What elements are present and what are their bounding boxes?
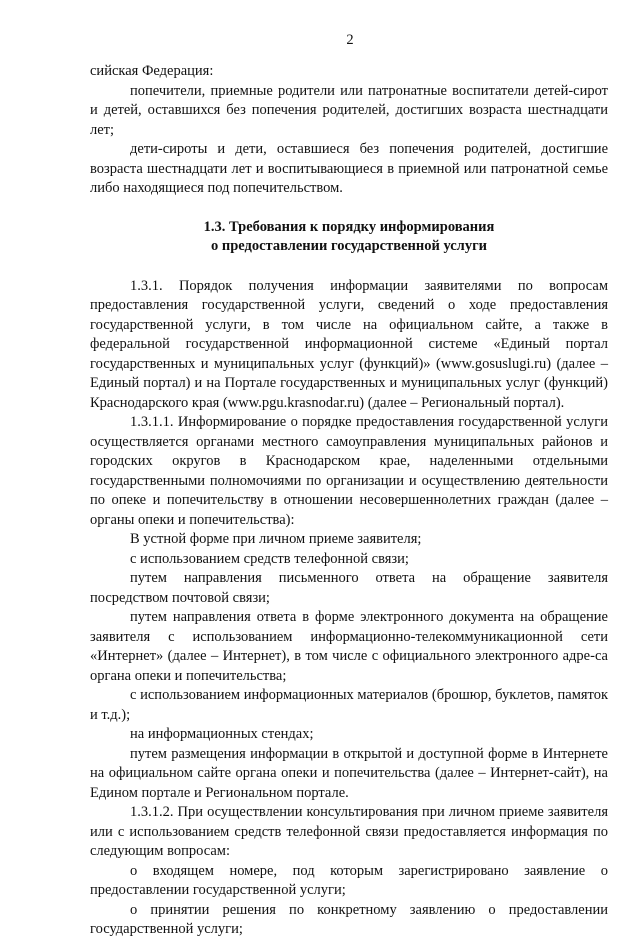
paragraph: попечители, приемные родители или патронатные воспитатели детей-сирот и детей, оставшихся без попечения родителей, достигших возраста шестнадцати лет; — [90, 82, 608, 138]
page-number: 2 — [346, 32, 354, 48]
paragraph: путем направления письменного ответа на обращение заявителя посредством почтовой связи; — [90, 570, 608, 606]
paragraph: сийская Федерация: — [90, 63, 214, 79]
paragraph: дети-сироты и дети, оставшиеся без попечения родителей, достигшие возраста шестнадцати лет и воспитывающиеся в приемной или патронатной семье либо находящиеся под попечительством. — [90, 141, 608, 196]
paragraph: о принятии решения по конкретному заявлению о предоставлении государственной услуги; — [90, 901, 608, 937]
document-body — [90, 62, 608, 940]
paragraph: о входящем номере, под которым зарегистрировано заявление о предоставлении государственной услуги; — [90, 862, 608, 898]
paragraph: путем размещения информации в открытой и доступной форме в Интернете на официальном сайте органа опеки и попечительства (далее – Интернет-сайт), на Едином портале и Региональном портале. — [90, 745, 608, 801]
paragraph: с использованием средств телефонной связи; — [130, 550, 409, 567]
paragraph: путем направления ответа в форме электронного документа на обращение заявителя с использованием информационно-телекоммуникационной сети «Интернет» (далее – Интернет), в том числе с официального электронного адре-са органа опеки и попечительства; — [90, 609, 608, 684]
paragraph: 1.3.1.2. При осуществлении консультирования при личном приеме заявителя или с использованием средств телефонной связи предоставляется информация по следующим вопросам: — [90, 804, 608, 859]
paragraph: В устной форме при личном приеме заявителя; — [130, 531, 422, 547]
paragraph: 1.3.1. Порядок получения информации заявителями по вопросам предоставления государственной услуги, сведений о ходе предоставления государственной услуги, в том числе на официальном сайте, а также в федеральной государственной информационной системе «Единый портал государственных и муниципальных услуг (функций)» (www.gosuslugi.ru) (далее – Единый портал) и на Портале государственных и муниципальных услуг (функций) Краснодарского края (www.pgu.krasnodar.ru) (далее – Региональный портал). — [90, 277, 608, 411]
paragraph: с использованием информационных материалов (брошюр, буклетов, памяток и т.д.); — [90, 687, 608, 723]
section-heading-line: о предоставлении государственной услуги — [210, 238, 488, 254]
paragraph: 1.3.1.1. Информирование о порядке предоставления государственной услуги осуществляется органами местного самоуправления муниципальных районов и городских округов в Краснодарском крае, наделенными отдельными государственными полномочиями по организации и осуществлению деятельности по опеке и попечительству в отношении несовершеннолетних граждан (далее – органы опеки и попечительства): — [90, 414, 608, 528]
section-heading-line: 1.3. Требования к порядку информирования — [203, 218, 495, 235]
paragraph: на информационных стендах; — [130, 726, 314, 742]
section-heading — [90, 218, 608, 257]
